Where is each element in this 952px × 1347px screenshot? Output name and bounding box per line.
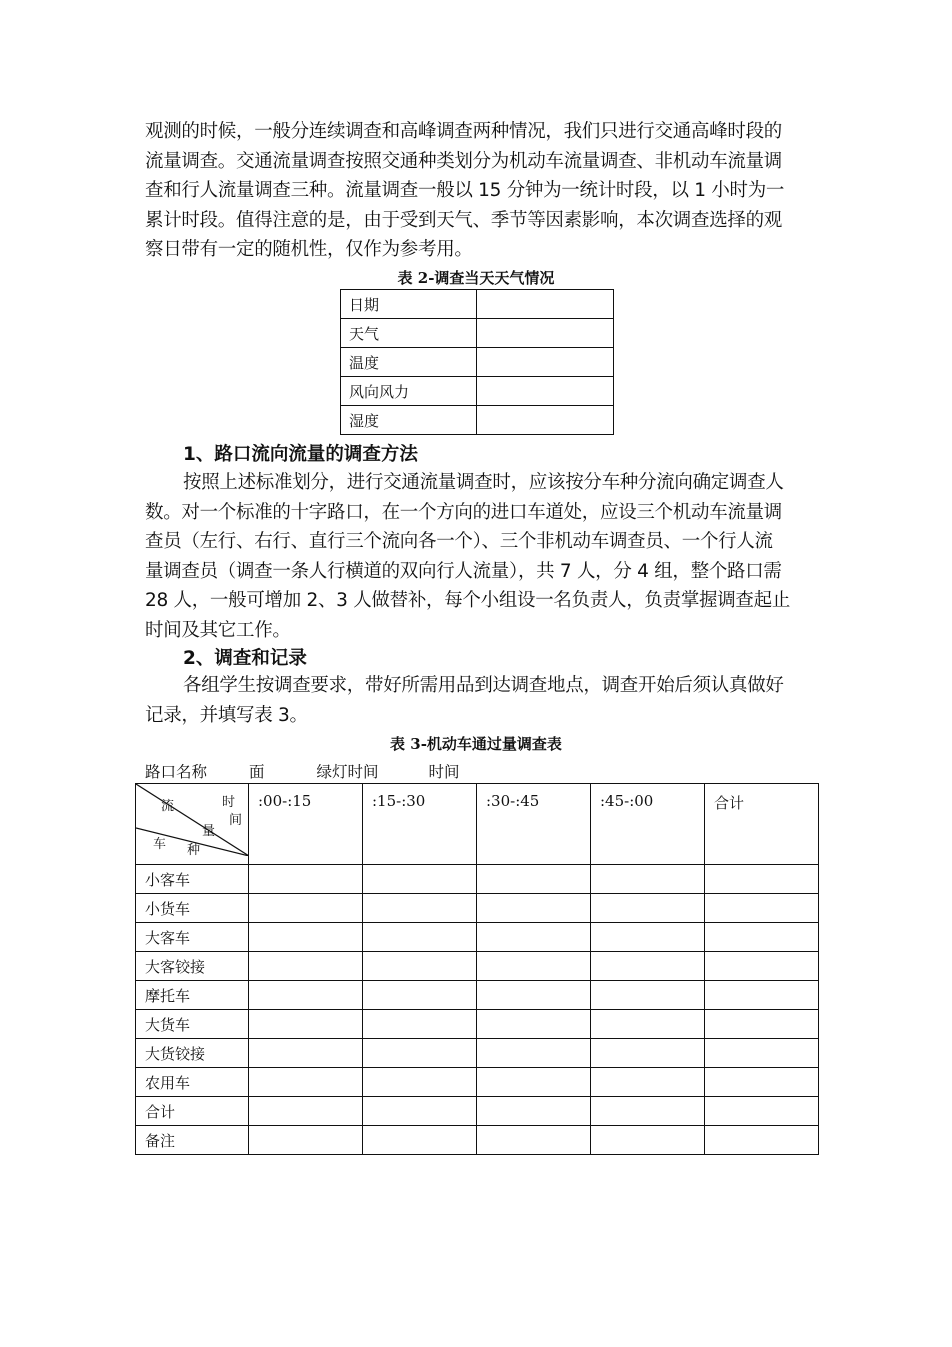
table-cell-empty — [477, 348, 614, 377]
table-cell-empty — [249, 1010, 363, 1039]
row-label: 大货车 — [136, 1010, 249, 1039]
face-label: 面 — [249, 763, 265, 781]
table-cell-empty — [705, 1068, 819, 1097]
row-label: 备注 — [136, 1126, 249, 1155]
corner-che: 车 — [153, 837, 167, 852]
section1-paragraph — [145, 468, 813, 645]
row-label: 小客车 — [136, 865, 249, 894]
text-line: 累计时段。值得注意的是，由于受到天气、季节等因素影响，本次调查选择的观 — [145, 209, 783, 231]
text-line: 量调查员（调查一条人行横道的双向行人流量），共 7 人，分 4 组，整个路口需 — [145, 560, 782, 582]
row-label: 小货车 — [136, 894, 249, 923]
text-line: 按照上述标准划分，进行交通流量调查时，应该按分车种分流向确定调查人 — [183, 472, 784, 493]
table-cell-empty — [249, 1097, 363, 1126]
table-row — [136, 865, 819, 894]
table-cell-empty — [591, 894, 705, 923]
column-header: 合计 — [705, 784, 819, 865]
section2-paragraph — [145, 671, 813, 730]
table-cell-empty — [477, 865, 591, 894]
table-cell-empty — [477, 1039, 591, 1068]
column-header: :30-:45 — [477, 784, 591, 865]
table-row — [341, 406, 614, 435]
text-line: 各组学生按调查要求，带好所需用品到达调查地点，调查开始后须认真做好 — [183, 675, 784, 696]
table-cell-empty — [249, 981, 363, 1010]
table-row — [136, 1068, 819, 1097]
table-header-row — [136, 784, 819, 865]
table-row — [136, 1126, 819, 1155]
table-cell-empty — [363, 1126, 477, 1155]
table-cell-label: 风向风力 — [341, 377, 477, 406]
table-cell-empty — [705, 865, 819, 894]
table-cell-empty — [705, 1010, 819, 1039]
table-row — [136, 981, 819, 1010]
table-row — [136, 1010, 819, 1039]
table2-caption: 表 2-调查当天天气情况 — [397, 269, 555, 287]
table-cell-empty — [249, 1039, 363, 1068]
table-row — [341, 377, 614, 406]
table-cell-empty — [591, 1010, 705, 1039]
weather-table — [340, 289, 614, 435]
table-cell-empty — [477, 952, 591, 981]
table-cell-empty — [705, 981, 819, 1010]
corner-liang: 量 — [202, 824, 216, 839]
table-cell-empty — [705, 894, 819, 923]
table-cell-empty — [591, 865, 705, 894]
text-line: 流量调查。交通流量调查按照交通种类划分为机动车流量调查、非机动车流量调 — [145, 150, 783, 172]
table-cell-label: 温度 — [341, 348, 477, 377]
table-cell-empty — [591, 1126, 705, 1155]
table-cell-empty — [363, 1097, 477, 1126]
text-line: 察日带有一定的随机性，仅作为参考用。 — [145, 239, 473, 260]
table-cell-empty — [477, 894, 591, 923]
text-line: 数。对一个标准的十字路口，在一个方向的进口车道处，应设三个机动车流量调 — [145, 501, 783, 523]
time-label: 时间 — [428, 763, 460, 781]
table-row — [136, 923, 819, 952]
traffic-count-table — [135, 783, 819, 1155]
table-cell-empty — [477, 1010, 591, 1039]
table-row — [341, 319, 614, 348]
table-cell-empty — [477, 377, 614, 406]
table-cell-empty — [477, 406, 614, 435]
table-cell-empty — [591, 1068, 705, 1097]
column-header: :00-:15 — [249, 784, 363, 865]
table-cell-empty — [363, 1039, 477, 1068]
text-line: 查员（左行、右行、直行三个流向各一个）、三个非机动车调查员、一个行人流 — [145, 531, 773, 552]
green-time-label: 绿灯时间 — [316, 763, 379, 781]
table3-caption: 表 3-机动车通过量调查表 — [390, 735, 562, 753]
table-cell-empty — [477, 981, 591, 1010]
table-cell-empty — [591, 1039, 705, 1068]
corner-shi: 时 — [222, 795, 236, 810]
table-cell-empty — [363, 1010, 477, 1039]
table-row — [136, 952, 819, 981]
text-line: 观测的时候，一般分连续调查和高峰调查两种情况，我们只进行交通高峰时段的 — [145, 121, 783, 142]
table-cell-empty — [363, 923, 477, 952]
table-cell-empty — [477, 1068, 591, 1097]
column-header: :15-:30 — [363, 784, 477, 865]
table-cell-empty — [363, 952, 477, 981]
diagonal-header-cell — [136, 784, 249, 865]
row-label: 摩托车 — [136, 981, 249, 1010]
table-cell-empty — [591, 923, 705, 952]
table-cell-empty — [477, 319, 614, 348]
table-cell-empty — [249, 1068, 363, 1097]
table-cell-empty — [249, 894, 363, 923]
table-cell-empty — [591, 952, 705, 981]
table-cell-empty — [705, 952, 819, 981]
table-cell-label: 湿度 — [341, 406, 477, 435]
row-label: 大客铰接 — [136, 952, 249, 981]
table-cell-empty — [477, 1097, 591, 1126]
table-cell-empty — [477, 290, 614, 319]
text-line: 记录，并填写表 3。 — [145, 704, 308, 726]
table3-info-line — [145, 760, 460, 782]
table-cell-empty — [363, 894, 477, 923]
row-label: 大客车 — [136, 923, 249, 952]
table-cell-empty — [705, 1126, 819, 1155]
corner-zhong: 种 — [187, 843, 201, 858]
text-line: 时间及其它工作。 — [145, 619, 291, 641]
table-cell-empty — [249, 952, 363, 981]
row-label: 农用车 — [136, 1068, 249, 1097]
table-row — [136, 1039, 819, 1068]
table-cell-empty — [591, 981, 705, 1010]
table-cell-empty — [591, 1097, 705, 1126]
column-header: :45-:00 — [591, 784, 705, 865]
table-row — [136, 1097, 819, 1126]
table-cell-empty — [477, 1126, 591, 1155]
corner-flow: 流 — [161, 799, 175, 814]
table-cell-empty — [363, 1068, 477, 1097]
text-line: 查和行人流量调查三种。流量调查一般以 15 分钟为一统计时段，以 1 小时为一 — [145, 180, 785, 201]
table-cell-empty — [249, 1126, 363, 1155]
table-row — [136, 894, 819, 923]
table-cell-empty — [705, 1039, 819, 1068]
table-cell-label: 日期 — [341, 290, 477, 319]
row-label: 大货铰接 — [136, 1039, 249, 1068]
table-cell-empty — [249, 865, 363, 894]
table-row — [341, 348, 614, 377]
road-name-label: 路口名称 — [145, 763, 208, 781]
table-cell-empty — [363, 981, 477, 1010]
section1-heading: 1、路口流向流量的调查方法 — [183, 444, 418, 465]
section2-heading: 2、调查和记录 — [183, 648, 307, 669]
text-line: 28 人，一般可增加 2、3 人做替补，每个小组设一名负责人，负责掌握调查起止 — [145, 590, 791, 611]
row-label: 合计 — [136, 1097, 249, 1126]
table-cell-empty — [705, 1097, 819, 1126]
table-cell-empty — [249, 923, 363, 952]
table-cell-label: 天气 — [341, 319, 477, 348]
corner-jian: 间 — [229, 813, 243, 828]
table-row — [341, 290, 614, 319]
table-cell-empty — [363, 865, 477, 894]
table-cell-empty — [477, 923, 591, 952]
table-cell-empty — [705, 923, 819, 952]
intro-paragraph — [145, 117, 813, 265]
